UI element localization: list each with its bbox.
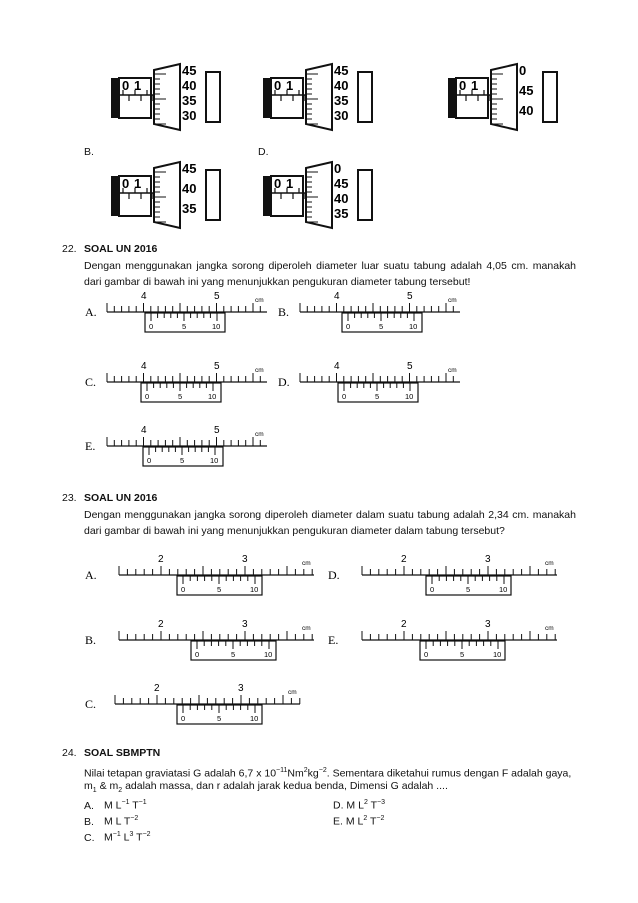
answer-label: D. bbox=[333, 799, 344, 812]
vernier-number: 0 bbox=[147, 456, 152, 465]
exponent: 2 bbox=[363, 799, 368, 806]
main-scale-number: 4 bbox=[141, 291, 147, 302]
main-scale-number: 4 bbox=[334, 361, 340, 372]
option-letter: D. bbox=[278, 375, 290, 389]
thimble-number: 35 bbox=[334, 206, 349, 221]
unit-label: cm bbox=[255, 297, 264, 304]
question-title: SOAL UN 2016 bbox=[84, 492, 158, 504]
micrometer-4 bbox=[110, 160, 222, 230]
vernier-number: 10 bbox=[250, 714, 259, 723]
ratchet bbox=[206, 72, 220, 122]
vernier-number: 5 bbox=[178, 392, 183, 401]
thimble-number: 40 bbox=[334, 78, 349, 93]
main-scale-number: 5 bbox=[407, 291, 413, 302]
exponent: 2 bbox=[303, 767, 308, 774]
text-part: M L T bbox=[104, 815, 131, 828]
text-part: T bbox=[129, 799, 139, 812]
vernier-number: 0 bbox=[145, 392, 150, 401]
vernier-number: 0 bbox=[430, 585, 435, 594]
vernier-number: 5 bbox=[231, 650, 236, 659]
text-part: M bbox=[104, 831, 113, 844]
main-scale-number: 2 bbox=[158, 619, 164, 630]
thimble-number: 40 bbox=[182, 181, 197, 196]
sleeve-number: 1 bbox=[286, 176, 294, 191]
main-scale-number: 3 bbox=[242, 554, 248, 565]
ratchet bbox=[358, 170, 372, 220]
sleeve-number: 1 bbox=[286, 78, 294, 93]
sleeve-number: 1 bbox=[134, 176, 142, 191]
caliper-option-e bbox=[328, 612, 568, 676]
anvil-block bbox=[448, 78, 456, 118]
question-number: 22. bbox=[62, 243, 77, 255]
main-scale-number: 4 bbox=[141, 425, 147, 436]
text-part: T bbox=[133, 831, 143, 844]
vernier-number: 10 bbox=[264, 650, 273, 659]
vernier-number: 5 bbox=[182, 322, 187, 331]
vernier-number: 5 bbox=[180, 456, 185, 465]
option-letter: C. bbox=[85, 375, 97, 389]
text-part: kg bbox=[307, 767, 319, 780]
sleeve-number: 1 bbox=[134, 78, 142, 93]
exponent: −2 bbox=[130, 815, 139, 822]
answer-e bbox=[333, 811, 384, 830]
caliper-option-c bbox=[85, 352, 275, 414]
exponent: −2 bbox=[142, 831, 151, 838]
vernier-number: 10 bbox=[409, 322, 418, 331]
text-part: adalah massa, dan r adalah jarak kedua benda, Dimensi G adalah .... bbox=[122, 780, 448, 792]
micrometer-5 bbox=[262, 160, 374, 230]
thimble-number: 30 bbox=[182, 108, 197, 123]
text-part: L bbox=[120, 831, 130, 844]
main-scale-number: 5 bbox=[407, 361, 413, 372]
main-scale-number: 5 bbox=[214, 361, 220, 372]
exponent: −2 bbox=[318, 767, 327, 774]
sleeve-number: 0 bbox=[274, 78, 282, 93]
sleeve-number: 0 bbox=[122, 176, 130, 191]
vernier-number: 10 bbox=[210, 456, 219, 465]
micrometer-1 bbox=[110, 62, 222, 132]
caliper-option-b bbox=[278, 283, 468, 343]
option-letter: B. bbox=[85, 633, 97, 647]
option-letter: A. bbox=[85, 305, 97, 319]
thimble-number: 40 bbox=[182, 78, 197, 93]
question-text: Dengan menggunakan jangka sorong diperoleh diameter dalam suatu tabung adalah 2,34 cm. manakah dari gambar di bawah ini yang menunjukkan pengukuran diameter dalam tabung tersebut? bbox=[84, 509, 576, 537]
vernier-number: 10 bbox=[499, 585, 508, 594]
main-scale-number: 4 bbox=[334, 291, 340, 302]
vernier-number: 10 bbox=[208, 392, 217, 401]
vernier-number: 5 bbox=[379, 322, 384, 331]
main-scale-number: 2 bbox=[154, 683, 160, 694]
thimble-number: 30 bbox=[334, 108, 349, 123]
text-part: M L bbox=[104, 799, 122, 812]
thimble-number: 35 bbox=[334, 93, 349, 108]
vernier-number: 0 bbox=[181, 714, 186, 723]
unit-label: cm bbox=[302, 625, 311, 632]
exponent: 2 bbox=[363, 815, 368, 822]
option-letter: B. bbox=[278, 305, 290, 319]
option-letter-d: D. bbox=[258, 146, 269, 158]
caliper-option-c bbox=[85, 672, 325, 738]
caliper-option-e bbox=[85, 420, 275, 480]
main-scale-number: 3 bbox=[242, 619, 248, 630]
text-part: M L bbox=[345, 815, 364, 828]
question-text: Dengan menggunakan jangka sorong diperoleh diameter luar suatu tabung adalah 4,05 cm. manakah dari gambar di bawah ini yang menunjukkan pengukuran diameter tabung tersebut! bbox=[84, 260, 576, 288]
question-number: 23. bbox=[62, 492, 77, 504]
vernier-number: 10 bbox=[493, 650, 502, 659]
vernier-number: 0 bbox=[195, 650, 200, 659]
sleeve-number: 0 bbox=[459, 78, 467, 93]
vernier-number: 5 bbox=[217, 585, 222, 594]
vernier-number: 0 bbox=[346, 322, 351, 331]
text-part: Nilai tetapan graviatasi G adalah 6,7 x 10 bbox=[84, 767, 277, 780]
main-scale-number: 3 bbox=[485, 619, 491, 630]
question-title: SOAL SBMPTN bbox=[84, 747, 161, 759]
thimble-number: 0 bbox=[334, 161, 342, 176]
caliper-option-d bbox=[278, 352, 468, 414]
main-scale-number: 2 bbox=[401, 554, 407, 565]
thimble-number: 0 bbox=[519, 63, 527, 78]
subscript: 1 bbox=[92, 787, 97, 795]
sleeve-number: 1 bbox=[471, 78, 479, 93]
vernier-number: 5 bbox=[460, 650, 465, 659]
sleeve-number: 0 bbox=[122, 78, 130, 93]
unit-label: cm bbox=[545, 625, 554, 632]
main-scale-number: 3 bbox=[485, 554, 491, 565]
answer-label: A. bbox=[84, 799, 94, 812]
thimble-number: 40 bbox=[334, 191, 349, 206]
answer-label: C. bbox=[84, 831, 95, 844]
question-number: 24. bbox=[62, 747, 77, 759]
option-letter: E. bbox=[85, 439, 96, 453]
anvil-block bbox=[263, 176, 271, 216]
unit-label: cm bbox=[288, 689, 297, 696]
unit-label: cm bbox=[448, 367, 457, 374]
thimble-number: 35 bbox=[182, 93, 197, 108]
subscript: 2 bbox=[118, 787, 123, 795]
main-scale-number: 2 bbox=[401, 619, 407, 630]
unit-label: cm bbox=[255, 431, 264, 438]
exponent: −1 bbox=[112, 831, 121, 838]
unit-label: cm bbox=[302, 560, 311, 567]
thimble-number: 45 bbox=[334, 63, 349, 78]
exponent: 3 bbox=[129, 831, 134, 838]
text-part: T bbox=[367, 815, 377, 828]
exponent: −2 bbox=[376, 815, 385, 822]
ratchet bbox=[543, 72, 557, 122]
main-scale-number: 3 bbox=[238, 683, 244, 694]
exponent: −11 bbox=[276, 767, 288, 774]
main-scale-number: 2 bbox=[158, 554, 164, 565]
anvil-block bbox=[111, 78, 119, 118]
option-letter: A. bbox=[85, 568, 97, 582]
question-title: SOAL UN 2016 bbox=[84, 243, 158, 255]
vernier-number: 10 bbox=[405, 392, 414, 401]
text-part: Nm bbox=[287, 767, 304, 780]
vernier-number: 5 bbox=[375, 392, 380, 401]
micrometer-2 bbox=[262, 62, 374, 132]
main-scale-number: 4 bbox=[141, 361, 147, 372]
main-scale-number: 5 bbox=[214, 425, 220, 436]
text-part: T bbox=[367, 799, 377, 812]
caliper-option-a bbox=[85, 549, 325, 611]
anvil-block bbox=[111, 176, 119, 216]
main-scale-number: 5 bbox=[214, 291, 220, 302]
thimble-number: 35 bbox=[182, 201, 197, 216]
vernier-number: 10 bbox=[250, 585, 259, 594]
thimble-number: 45 bbox=[182, 63, 197, 78]
thimble-number: 45 bbox=[334, 176, 349, 191]
anvil-block bbox=[263, 78, 271, 118]
sleeve-number: 0 bbox=[274, 176, 282, 191]
vernier-number: 0 bbox=[342, 392, 347, 401]
caliper-option-a bbox=[85, 283, 275, 343]
unit-label: cm bbox=[545, 560, 554, 567]
thimble-number: 45 bbox=[519, 83, 534, 98]
ratchet bbox=[206, 170, 220, 220]
micrometer-3 bbox=[447, 62, 559, 132]
option-letter: C. bbox=[85, 697, 97, 711]
option-letter-b: B. bbox=[84, 146, 94, 158]
vernier-number: 0 bbox=[181, 585, 186, 594]
answer-c bbox=[84, 827, 151, 846]
unit-label: cm bbox=[448, 297, 457, 304]
vernier-number: 0 bbox=[424, 650, 429, 659]
exponent: −3 bbox=[377, 799, 385, 806]
exponent: −1 bbox=[121, 799, 130, 806]
exponent: −1 bbox=[138, 799, 147, 806]
vernier-number: 10 bbox=[212, 322, 221, 331]
option-letter: D. bbox=[328, 568, 340, 582]
answer-label: B. bbox=[84, 815, 94, 828]
text-part: M L bbox=[346, 799, 364, 812]
text-part: m bbox=[84, 780, 93, 792]
text-part: . Sementara diketahui rumus dengan F adalah gaya, bbox=[326, 767, 572, 780]
caliper-option-d bbox=[328, 549, 568, 611]
vernier-number: 0 bbox=[149, 322, 154, 331]
caliper-option-b bbox=[85, 612, 325, 676]
ratchet bbox=[358, 72, 372, 122]
text-part: & m bbox=[96, 780, 119, 792]
vernier-number: 5 bbox=[217, 714, 222, 723]
thimble-number: 40 bbox=[519, 103, 534, 118]
option-letter: E. bbox=[328, 633, 339, 647]
vernier-number: 5 bbox=[466, 585, 471, 594]
unit-label: cm bbox=[255, 367, 264, 374]
thimble-number: 45 bbox=[182, 161, 197, 176]
answer-label: E. bbox=[333, 815, 343, 828]
